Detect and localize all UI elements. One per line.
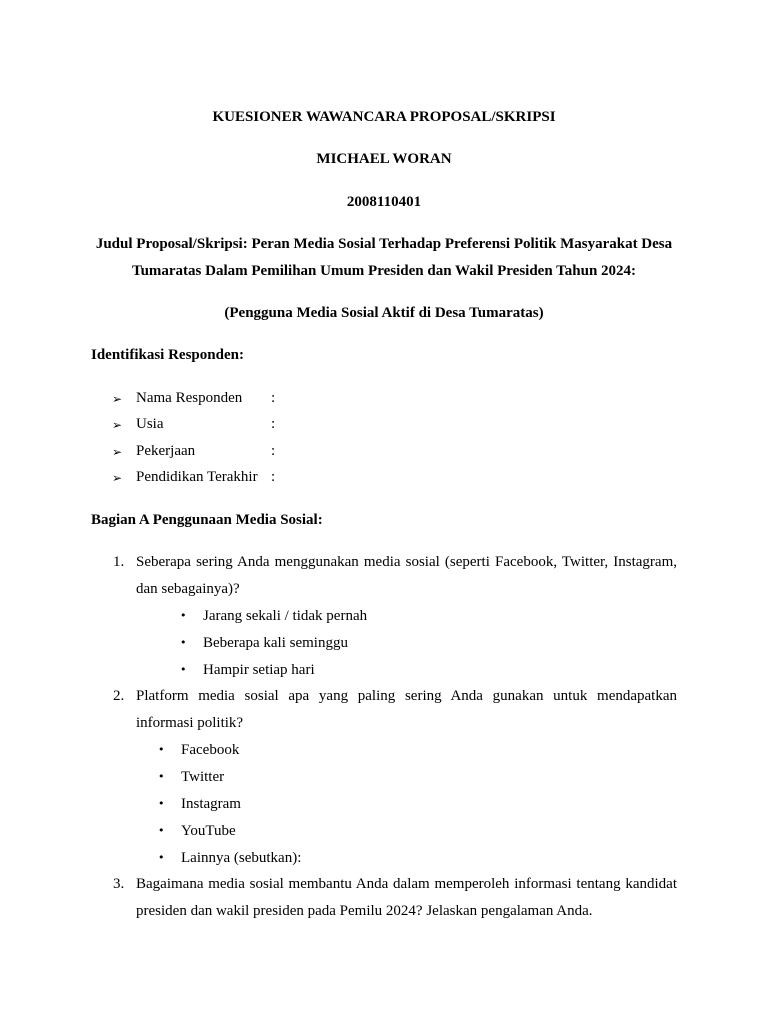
field-colon: : xyxy=(271,390,276,406)
field-label: Pendidikan Terakhir xyxy=(136,469,258,485)
field-label: Nama Responden xyxy=(136,390,243,406)
question-text-line-2: dan sebagainya)? xyxy=(136,581,240,597)
document-title: KUESIONER WAWANCARA PROPOSAL/SKRIPSI xyxy=(212,109,556,125)
bullet-icon: • xyxy=(180,609,187,622)
answer-option: Beberapa kali seminggu xyxy=(203,635,348,651)
question-text-line-1: Platform media sosial apa yang paling sering Anda gunakan untuk mendapatkan xyxy=(136,688,677,704)
question-text-line-1: Seberapa sering Anda menggunakan media sosial (seperti Facebook, Twitter, Instagram, xyxy=(136,554,677,570)
thesis-title-line-2: Tumaratas Dalam Pemilihan Umum Presiden dan Wakil Presiden Tahun 2024: xyxy=(131,263,637,279)
author-name: MICHAEL WORAN xyxy=(316,151,452,167)
answer-option: Jarang sekali / tidak pernah xyxy=(203,608,368,624)
question-text-line-2: presiden dan wakil presiden pada Pemilu 2024? Jelaskan pengalaman Anda. xyxy=(136,903,593,919)
respondent-subtitle: (Pengguna Media Sosial Aktif di Desa Tumaratas) xyxy=(224,305,544,321)
arrow-bullet-icon: ➢ xyxy=(112,418,123,432)
answer-option: Twitter xyxy=(181,769,225,785)
bullet-icon: • xyxy=(180,663,187,676)
answer-option: YouTube xyxy=(181,823,236,839)
answer-option: Instagram xyxy=(181,796,241,812)
field-colon: : xyxy=(271,416,276,432)
identification-heading: Identifikasi Responden: xyxy=(91,347,244,363)
question-text-line-2: informasi politik? xyxy=(136,715,244,731)
arrow-bullet-icon: ➢ xyxy=(112,392,123,406)
answer-option: Facebook xyxy=(181,742,240,758)
bullet-icon: • xyxy=(158,851,165,864)
student-id: 2008110401 xyxy=(346,194,422,210)
question-number: 3. xyxy=(113,876,125,892)
section-a-heading: Bagian A Penggunaan Media Sosial: xyxy=(91,512,323,528)
bullet-icon: • xyxy=(158,770,165,783)
bullet-icon: • xyxy=(158,797,165,810)
question-number: 1. xyxy=(113,554,125,570)
arrow-bullet-icon: ➢ xyxy=(112,471,123,485)
thesis-title-line-1: Judul Proposal/Skripsi: Peran Media Sosial Terhadap Preferensi Politik Masyarakat Desa xyxy=(95,236,673,252)
field-label: Pekerjaan xyxy=(136,443,196,459)
bullet-icon: • xyxy=(180,636,187,649)
field-colon: : xyxy=(271,443,276,459)
field-colon: : xyxy=(271,469,276,485)
bullet-icon: • xyxy=(158,743,165,756)
arrow-bullet-icon: ➢ xyxy=(112,445,123,459)
question-text-line-1: Bagaimana media sosial membantu Anda dalam memperoleh informasi tentang kandidat xyxy=(136,876,677,892)
bullet-icon: • xyxy=(158,824,165,837)
answer-option: Hampir setiap hari xyxy=(203,662,315,678)
answer-option: Lainnya (sebutkan): xyxy=(181,850,302,866)
question-number: 2. xyxy=(113,688,125,704)
field-label: Usia xyxy=(136,416,164,432)
